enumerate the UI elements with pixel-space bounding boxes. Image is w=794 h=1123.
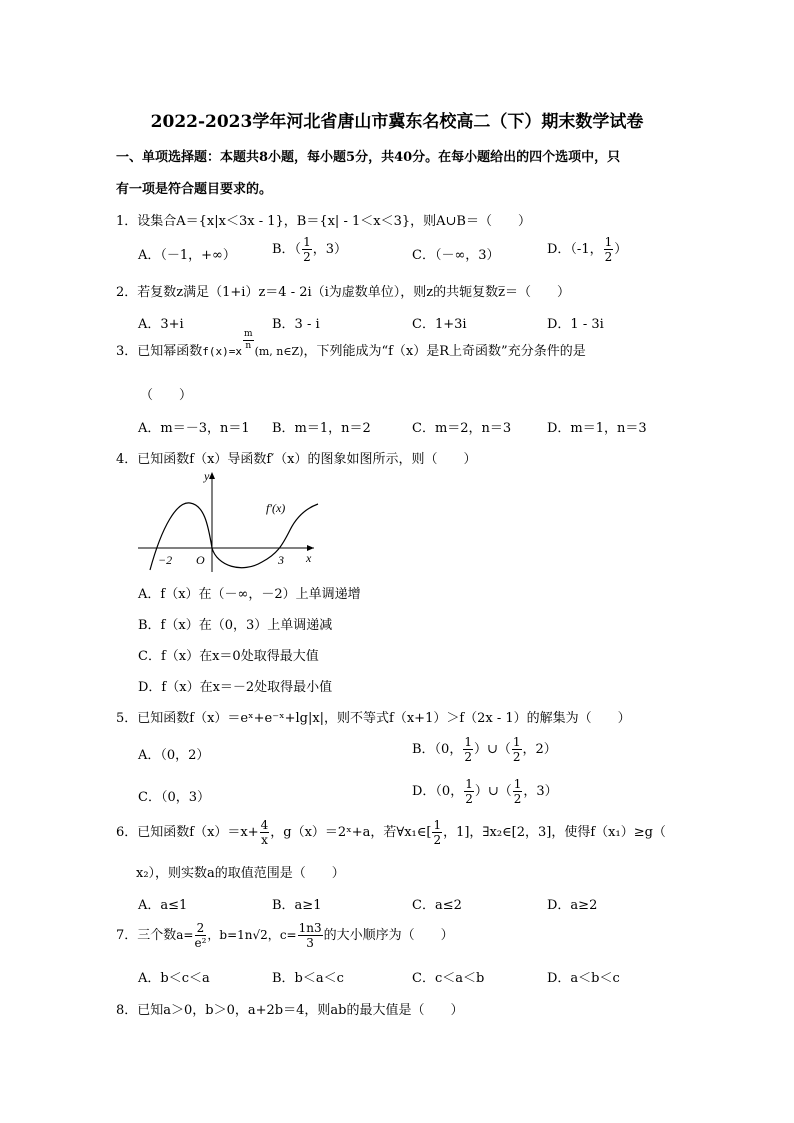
page-title: 2022-2023学年河北省唐山市冀东名校高二（下）期末数学试卷	[150, 112, 644, 132]
q5-option-c: C．（0，3）	[138, 790, 210, 805]
q3-answer-paren: （ ）	[140, 388, 193, 403]
q2-option-b: B．3 - i	[272, 317, 320, 332]
q3-option-c: C．m＝2，n＝3	[412, 421, 512, 436]
origin-label: O	[196, 553, 205, 567]
derivative-curve	[150, 503, 318, 570]
q3-stem: 3．已知幂函数f(x)=x $\frac{m}{n}$ (m, n∈Z)，下列能成为“f（x）是R上奇函数”充分条件的是	[116, 329, 586, 359]
q6-option-b: B．a≥1	[272, 898, 322, 913]
q8-stem: 8．已知a＞0，b＞0，a+2b＝4，则ab的最大值是（ ）	[116, 1003, 464, 1018]
q2-option-d: D．1 - 3i	[547, 317, 604, 332]
q1-stem: 1．设集合A＝{x|x＜3x - 1}，B＝{x| - 1＜x＜3}，则A∪B＝（ ）	[116, 214, 531, 229]
q3-option-a: A．m＝－3，n＝1	[138, 421, 250, 436]
q5-stem: 5．已知函数f（x）＝eˣ+e⁻ˣ+lg|x|，则不等式f（x+1）＞f（2x - 1）的解集为（ ）	[116, 711, 631, 726]
q4-option-a: A．f（x）在（－∞，－2）上单调递增	[138, 587, 361, 602]
section-heading-line2: 有一项是符合题目要求的。	[116, 182, 273, 197]
q2-option-a: A．3+i	[138, 317, 184, 332]
q7-stem: 7．三个数a= $\frac{2}{\text{e²}}$ ，b=1n√2，c= $\frac{1n3}{3}$ 的大小顺序为（ ）	[116, 921, 454, 950]
q7-option-b: B．b＜a＜c	[272, 971, 344, 986]
q1-option-b: B．（ $\frac{1}{2}$ ，3）	[272, 235, 347, 264]
q1-option-d: D．（-1， $\frac{1}{2}$ ）	[547, 235, 628, 264]
q6-stem: 6．已知函数f（x）＝x+ $\frac{4}{x}$ ，g（x）＝2ˣ+a，若∀x₁∈[ $\frac{1}{2}$ ，1]，∃x₂∈[2，3]，使得f（x₁）≥g（	[116, 818, 666, 847]
y-axis-arrow	[209, 472, 215, 479]
q7-option-d: D．a＜b＜c	[547, 971, 620, 986]
q7-option-a: A．b＜c＜a	[138, 971, 210, 986]
derivative-graph	[132, 466, 332, 576]
curve-label: f′(x)	[266, 501, 286, 515]
y-axis-label: y	[204, 469, 210, 483]
q1-option-c: C．（－∞，3）	[412, 248, 500, 263]
q4-option-b: B．f（x）在（0，3）上单调递减	[138, 618, 333, 633]
q5-option-d: D．（0， $\frac{1}{2}$ ）∪（ $\frac{1}{2}$ ，3）	[412, 777, 558, 806]
q4-stem: 4．已知函数f（x）导函数f′（x）的图象如图所示，则（ ）	[116, 452, 477, 467]
q6-option-d: D．a≥2	[547, 898, 598, 913]
q6-option-c: C．a≤2	[412, 898, 462, 913]
q6-option-a: A．a≤1	[138, 898, 188, 913]
q4-option-c: C．f（x）在x＝0处取得最大值	[138, 649, 319, 664]
q5-option-b: B．（0， $\frac{1}{2}$ ）∪（ $\frac{1}{2}$ ，2）	[412, 735, 557, 764]
q7-option-c: C．c＜a＜b	[412, 971, 485, 986]
tick-label-neg2: −2	[158, 553, 173, 567]
q1-option-a: A．（－1，+∞）	[138, 248, 236, 263]
x-axis-label: x	[306, 551, 312, 565]
q5-option-a: A．（0，2）	[138, 748, 210, 763]
q3-option-d: D．m＝1，n＝3	[547, 421, 647, 436]
q2-stem: 2．若复数z满足（1+i）z＝4 - 2i（i为虚数单位），则z的共轭复数z̅＝（ ）	[116, 285, 571, 300]
q4-option-d: D．f（x）在x＝－2处取得最小值	[138, 680, 333, 695]
q6-stem-line2: x₂），则实数a的取值范围是（ ）	[136, 866, 345, 881]
q2-option-c: C．1+3i	[412, 317, 467, 332]
section-heading-line1: 一、单项选择题：本题共8小题，每小题5分，共40分。在每小题给出的四个选项中，只	[116, 150, 621, 165]
tick-label-3: 3	[278, 553, 284, 567]
q3-option-b: B．m＝1，n＝2	[272, 421, 371, 436]
